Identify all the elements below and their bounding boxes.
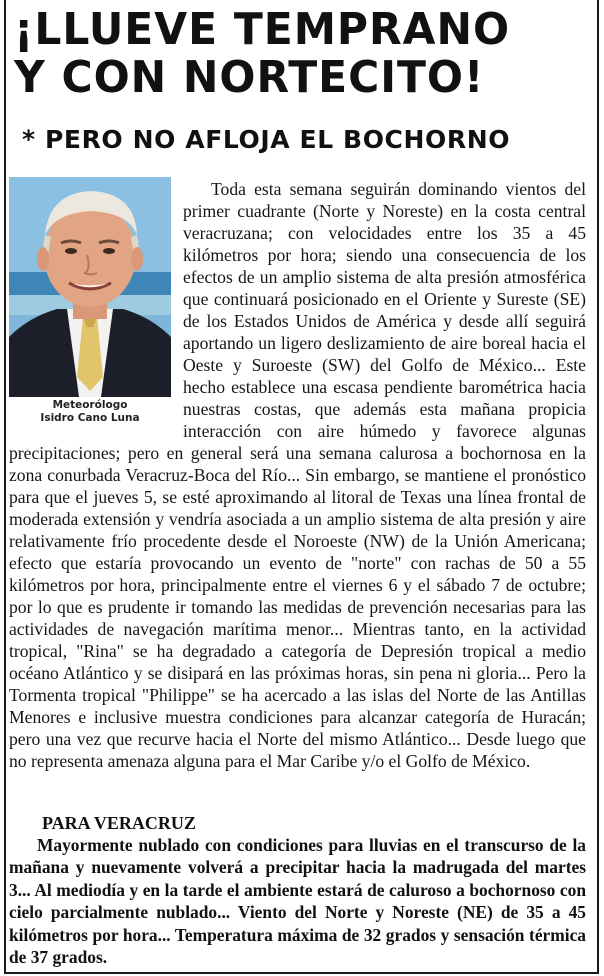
article-body <box>9 178 586 772</box>
headline <box>14 6 574 102</box>
caption-name: Isidro Cano Luna <box>40 412 140 424</box>
photo-wrap-space <box>9 178 183 440</box>
headline-line-1: ¡LLUEVE TEMPRANO <box>14 4 511 55</box>
headline-line-2: Y CON NORTECITO! <box>14 52 485 103</box>
subheadline: * PERO NO AFLOJA EL BOCHORNO <box>22 125 511 154</box>
caption-title: Meteorólogo <box>52 399 128 411</box>
forecast-body <box>9 834 586 968</box>
forecast-text: Mayormente nublado con condiciones para lluvias en el transcurso de la mañana y nuevamente volverá a precipitar hacia la madrugada del martes 3... Al mediodía y en la tarde el ambiente estará de caluroso a bochornoso con cielo parcialmente nublado... Viento del Norte y Noreste (NE) de 35 a 45 kilómetros por hora... Temperatura máxima de 32 grados y sensación térmica de 37 grados. <box>9 835 586 968</box>
article-text: Toda esta semana seguirán dominando vientos del primer cuadrante (Norte y Noreste) en la costa central veracruzana; con velocidades entre los 35 a 45 kilómetros por hora; siendo una consecuencia de los efectos de un amplio sistema de alta presión atmosférica que continuará posicionado en el Oriente y Sureste (SE) de los Estados Unidos de América y desde allí seguirá aportando un ligero deslizamiento de aire boreal hacia el Oeste y Suroeste (SW) del Golfo de México... Este hecho establece una escasa pendiente barométrica hacia nuestras costas, que además esta mañana propicia interacción con aire húmedo y favorece algunas precipitaciones; pero en general será una semana calurosa a bochornosa en la zona conurbada Veracruz-Boca del Río... Sin embargo, se mantiene el pronóstico para que el jueves 5, se esté aproximando al litoral de Texas una línea frontal de moderada extensión y vendría asociada a un amplio sistema de alta presión y aire relativamente frío procedente desde el Noroeste (NW) de la Unión Americana; efecto que estaría provocando un evento de "norte" con rachas de 50 a 55 kilómetros por hora, principalmente entre el viernes 6 y el sábado 7 de octubre; por lo que es prudente ir tomando las medidas de prevención necesarias para las actividades de navegación marítima menor... Mientras tanto, en la actividad tropical, "Rina" se ha degradado a categoría de Depresión tropical a medio océano Atlántico y se disipará en las próximas horas, sin pena ni gloria... Pero la Tormenta tropical "Philippe" se ha acercado a las islas del Norte de las Antillas Menores e inclusive muestra condiciones para alcanzar categoría de Huracán; pero una vez que recurve hacia el Norte del mismo Atlántico... Desde luego que no representa amenaza alguna para el Mar Caribe y/o el Golfo de México. <box>9 179 586 771</box>
forecast-heading: PARA VERACRUZ <box>42 813 196 833</box>
